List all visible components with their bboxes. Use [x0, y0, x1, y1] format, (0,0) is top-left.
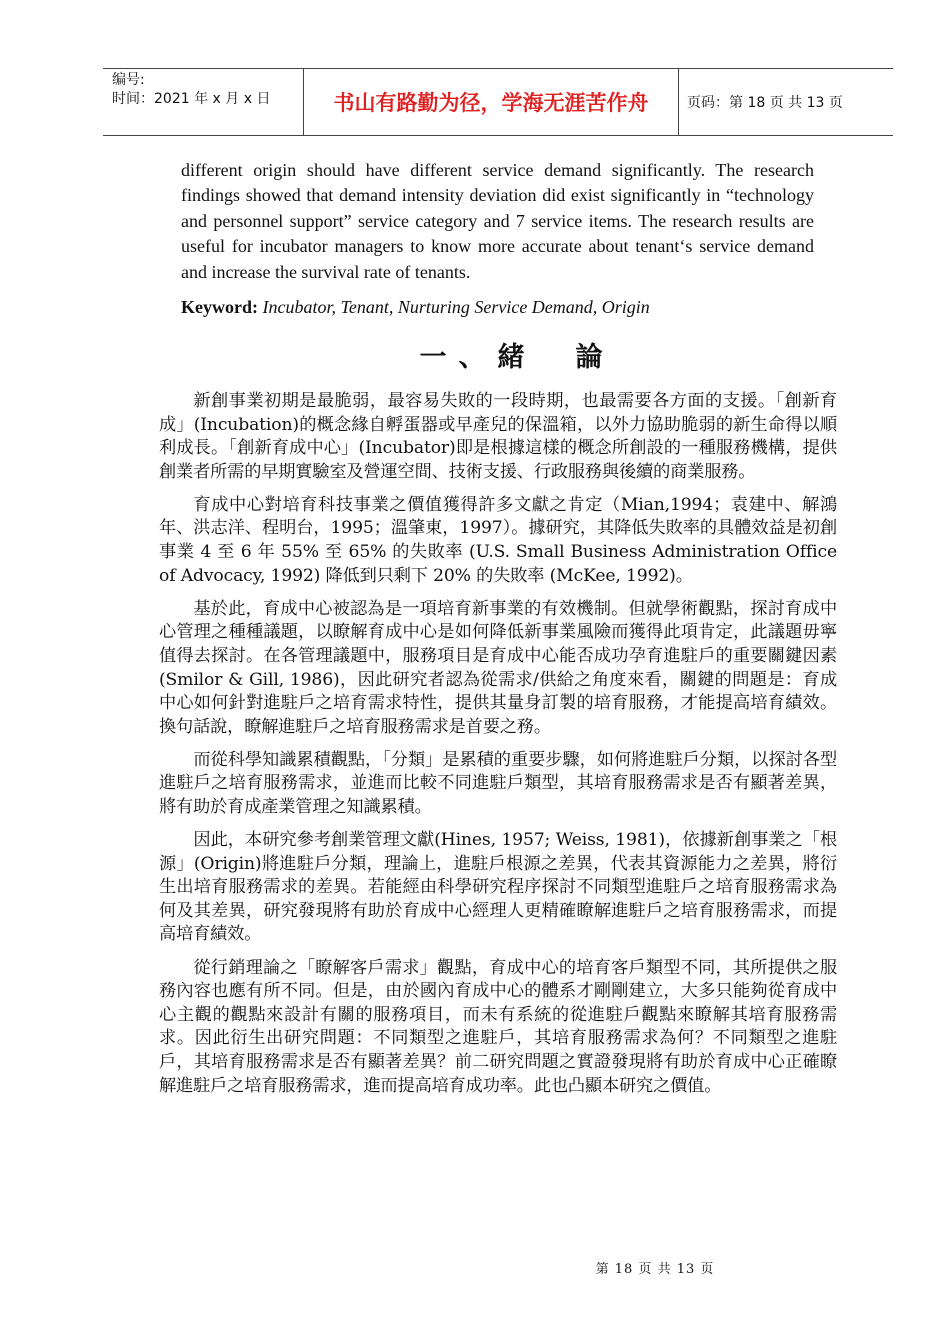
- section-title: 一、緒 論: [419, 342, 615, 373]
- header-motto: 书山有路勤为径，学海无涯苦作舟: [303, 69, 679, 135]
- paragraph: 從行銷理論之「瞭解客戶需求」觀點，育成中心的培育客戶類型不同，其所提供之服務內容也應有所不同。但是，由於國內育成中心的體系才剛剛建立，大多只能夠從育成中心主觀的觀點來設計有關的服務項目，而未有系統的從進駐戶觀點來瞭解其培育服務需求。因此衍生出研究問題：不同類型之進駐戶，其培育服務需求為何？不同類型之進駐戶，其培育服務需求是否有顯著差異？前二研究問題之實證發現將有助於育成中心正確瞭解進駐戶之培育服務需求，進而提高培育成功率。此也凸顯本研究之價值。: [159, 957, 837, 1096]
- header-page-info: 页码：第 18 页 共 13 页: [687, 95, 843, 111]
- body-text: [159, 390, 837, 1108]
- keyword-text: Incubator, Tenant, Nurturing Service Demand, Origin: [262, 297, 650, 317]
- abstract-tail: different origin should have different service demand significantly. The research findings showed that demand intensity deviation did exist significantly in “technology and personnel support” service category and 7 service items. The research results are useful for incubator managers to know more accurate about tenant‘s service demand and increase the survival rate of tenants.: [181, 160, 814, 282]
- header-time-label: 时间：2021 年 x 月 x 日: [112, 91, 271, 107]
- paragraph: 而從科學知識累積觀點，「分類」是累積的重要步驟，如何將進駐戶分類，以探討各型進駐戶之培育服務需求，並進而比較不同進駐戶類型，其培育服務需求是否有顯著差異，將有助於育成產業管理之知識累積。: [159, 749, 837, 817]
- paragraph: 育成中心對培育科技事業之價值獲得許多文獻之肯定（Mian,1994；袁建中、解鴻年、洪志洋、程明台，1995；溫肇東，1997）。據研究，其降低失敗率的具體效益是初創事業 4 至 6 年 55% 至 65% 的失敗率 (U.S. Small Business Administration Office of Advocacy, 1992) 降低到只剩下 20% 的失敗率 (McKee, 1992)。: [159, 494, 837, 586]
- paragraph: 基於此，育成中心被認為是一項培育新事業的有效機制。但就學術觀點，探討育成中心管理之種種議題，以瞭解育成中心是如何降低新事業風險而獲得此項肯定，此議題毋寧值得去探討。在各管理議題中，服務項目是育成中心能否成功孕育進駐戶的重要關鍵因素(Smilor & Gill, 1986)，因此研究者認為從需求/供給之角度來看，關鍵的問題是：育成中心如何針對進駐戶之培育需求特性，提供其量身訂製的培育服務，才能提高培育績效。換句話說，瞭解進駐戶之培育服務需求是首要之務。: [159, 598, 837, 737]
- paragraph: 因此，本研究參考創業管理文獻(Hines, 1957; Weiss, 1981)，依據新創事業之「根源」(Origin)將進駐戶分類，理論上，進駐戶根源之差異，代表其資源能力之差異，將衍生出培育服務需求的差異。若能經由科學研究程序探討不同類型進駐戶之培育服務需求為何及其差異，研究發現將有助於育成中心經理人更精確瞭解進駐戶之培育服務需求，而提高培育績效。: [159, 830, 837, 945]
- paragraph: 新創事業初期是最脆弱，最容易失敗的一段時期，也最需要各方面的支援。「創新育成」(Incubation)的概念緣自孵蛋器或早產兒的保溫箱，以外力協助脆弱的新生命得以順利成長。「創新育成中心」(Incubator)即是根據這樣的概念所創設的一種服務機構，提供創業者所需的早期實驗室及營運空間、技術支援、行政服務與後續的商業服務。: [159, 391, 837, 482]
- page-footer: 第 18 页 共 13 页: [595, 1262, 715, 1277]
- keyword-line: [181, 297, 650, 318]
- page-header: [103, 68, 893, 136]
- header-number-label: 编号:: [112, 72, 145, 88]
- keyword-label: Keyword:: [181, 297, 258, 317]
- header-meta: [103, 69, 303, 135]
